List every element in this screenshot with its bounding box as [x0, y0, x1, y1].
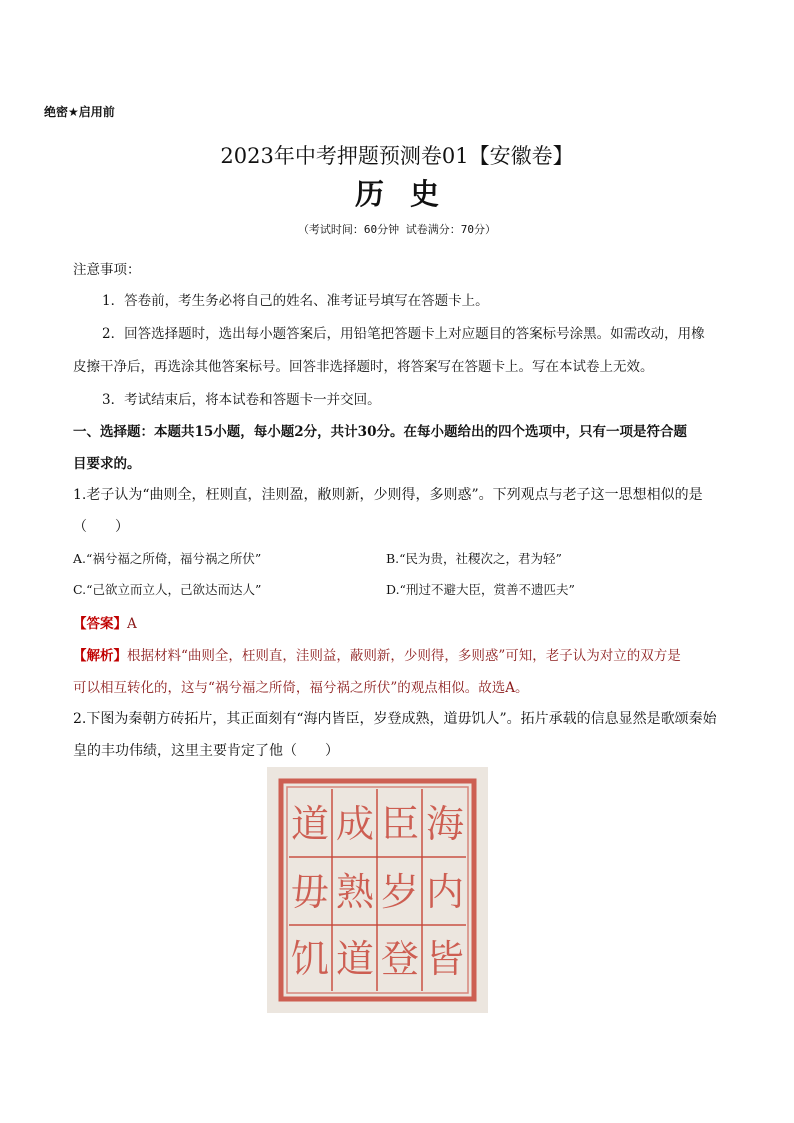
option-b: B.“民为贵，社稷次之，君为轻” [386, 551, 562, 566]
section-heading-cont: 目要求的。 [73, 456, 141, 472]
note-item: 1．答卷前，考生务必将自己的姓名、准考证号填写在答题卡上。 [102, 293, 489, 309]
qin-brick-rubbing-image [267, 767, 488, 1013]
rubbing-glyph: 岁 [380, 870, 420, 914]
answer-value: A [127, 616, 137, 632]
analysis-label: 【解析】 [73, 648, 127, 664]
rubbing-glyph: 登 [380, 937, 420, 981]
rubbing-glyph: 道 [335, 937, 375, 981]
rubbing-glyph: 成 [335, 802, 375, 846]
rubbing-glyph: 道 [290, 802, 330, 846]
option-d: D.“刑过不避大臣，赏善不遗匹夫” [386, 582, 575, 597]
rubbing-glyph: 皆 [425, 937, 465, 981]
section-heading: 一、选择题：本题共15小题，每小题2分，共计30分。在每小题给出的四个选项中，只有一项是符合题 [73, 424, 687, 440]
analysis-row [73, 644, 681, 664]
notes-heading: 注意事项： [73, 262, 141, 278]
rubbing-glyph: 毋 [290, 870, 330, 914]
note-item: 2．回答选择题时，选出每小题答案后，用铅笔把答题卡上对应题目的答案标号涂黑。如需改动，用橡 [102, 326, 705, 342]
option-c: C.“己欲立而立人，己欲达而达人” [73, 582, 262, 597]
note-item: 3．考试结束后，将本试卷和答题卡一并交回。 [102, 392, 381, 408]
question-2-stem-cont: 皇的丰功伟绩，这里主要肯定了他（ ） [73, 743, 339, 759]
rubbing-glyph: 海 [425, 802, 465, 846]
question-2-stem: 2.下图为秦朝方砖拓片，其正面刻有“海内皆臣，岁登成熟，道毋饥人”。拓片承载的信息显然是歌颂秦始 [73, 711, 717, 727]
question-1-blank: （ ） [73, 519, 129, 535]
question-1-stem: 1.老子认为“曲则全，枉则直，洼则盈，敝则新，少则得，多则惑”。下列观点与老子这一思想相似的是 [73, 487, 703, 503]
subject-title: 历史 [354, 177, 465, 211]
option-a: A.“祸兮福之所倚，福兮祸之所伏” [73, 551, 262, 566]
rubbing-glyph: 内 [425, 870, 465, 914]
exam-title: 2023年中考押题预测卷01【安徽卷】 [220, 144, 574, 168]
rubbing-glyph: 熟 [335, 870, 375, 914]
analysis-text: 根据材料“曲则全，枉则直，洼则益，蔽则新，少则得，多则惑”可知，老子认为对立的双方是 [127, 648, 681, 664]
analysis-text-cont: 可以相互转化的，这与“祸兮福之所倚，福兮祸之所伏”的观点相似。故选A。 [73, 680, 529, 696]
confidential-mark: 绝密★启用前 [44, 105, 115, 119]
exam-time-note: （考试时间：60分钟 试卷满分：70分） [297, 223, 497, 236]
answer-label: 【答案】 [73, 616, 127, 632]
rubbing-glyph: 饥 [290, 937, 330, 981]
rubbing-glyph: 臣 [380, 802, 420, 846]
note-item: 皮擦干净后，再选涂其他答案标号。回答非选择题时，将答案写在答题卡上。写在本试卷上无效。 [73, 359, 654, 375]
answer-row [73, 612, 137, 632]
